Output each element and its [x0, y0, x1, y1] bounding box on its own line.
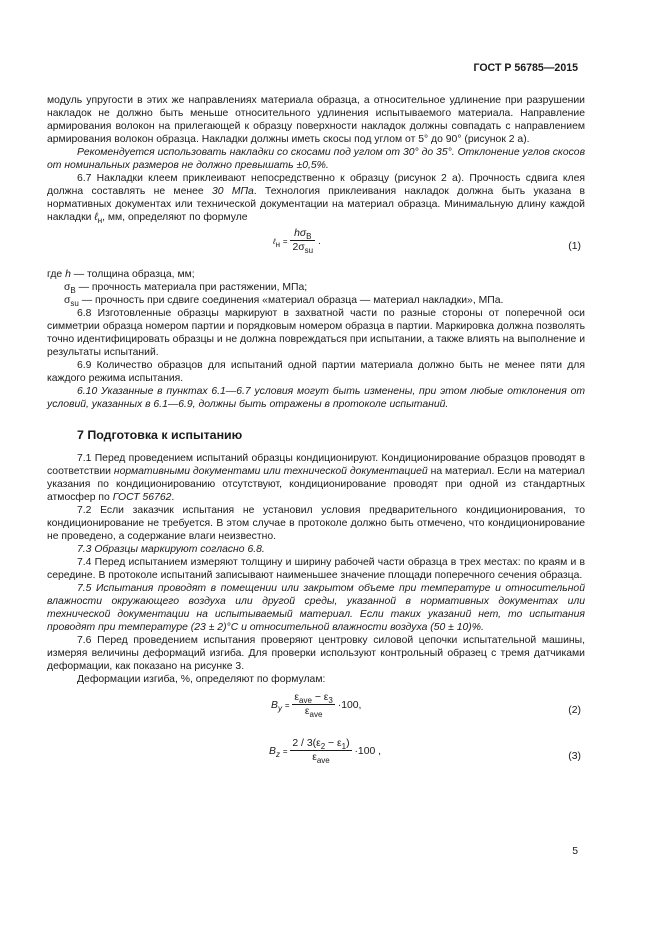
formula-3-equals: =: [282, 746, 288, 756]
text-run-italic: нормативными документами или технической документацией: [113, 466, 428, 477]
formula-3-num-sub1: 2: [320, 742, 326, 751]
formula-1-lhs-symbol: ℓ: [273, 236, 276, 246]
formula-2-num-mid: − ε: [311, 692, 329, 703]
formula-2-equals: =: [284, 700, 290, 710]
formula-3-num-text: 2 / 3(ε: [292, 738, 321, 749]
formula-3-lhs-symbol: B: [269, 745, 276, 757]
formula-3-number: (3): [568, 751, 581, 762]
formula-2-num-text: ε: [294, 692, 300, 703]
formula-1-lhs-sub: н: [275, 239, 281, 249]
text-run: где: [47, 269, 66, 280]
formula-2-lhs-symbol: B: [271, 699, 278, 711]
paragraph-7-6: 7.6 Перед проведением испытания проверяют центровку силовой цепочки испытательной машины, измеряя величины деформаций изгиба. Для проверки используют контрольный образец с тремя датчиками деформации, как показано на рисунке 3.: [47, 635, 585, 672]
subscript: н: [97, 216, 103, 225]
formula-2-numerator: [292, 692, 334, 705]
formula-1-num-sub: В: [306, 232, 312, 241]
paragraph-7-1: [47, 452, 585, 504]
formula-1-body: [273, 228, 321, 254]
text-run: — толщина образца, мм;: [70, 269, 195, 280]
text-run: 6.7 Накладки клеем приклеивают непосредственно к образцу (рисунок 2 а). Прочность сдвига клея должна составлять не менее: [47, 173, 585, 197]
formula-3-lhs: [269, 745, 280, 758]
formula-3-denominator: [290, 751, 351, 764]
paragraph-7-5: 7.5 Испытания проводят в помещении или закрытом объеме при температуре и относительной влажности окружающего воздуха или другой среды, указанной в нормативных документах или технической документации на испытываемый материал. Если таких указаний нет, то испытания проводят при температуре (23 ± 2)°C и относительной влажности воздуха (50 ± 10)%.: [47, 583, 585, 633]
formula-1-denominator: [290, 241, 315, 254]
paragraph-recommendation: Рекомендуется использовать накладки со скосами под углом от 30° до 35°. Отклонение углов скосов от номинальных размеров не должно превышать ±0,5%.: [47, 147, 585, 171]
formula-2-lhs-sub: y: [277, 703, 282, 713]
formula-2: [47, 692, 585, 732]
formula-2-num-sub1: ave: [299, 696, 312, 705]
text-run: . Технология приклеивания накладок должна быть указана в нормативных документах или технической документации на материал образца. Минимальную длину каждой накладки: [47, 186, 585, 223]
document-header: ГОСТ Р 56785—2015: [473, 62, 578, 74]
paragraph-7-4: 7.4 Перед испытанием измеряют толщину и ширину рабочей части образца в трех местах: по краям и в середине. В протоколе испытаний записывают наименьшее значение площади поперечного сечения образца.: [47, 557, 585, 581]
formula-3-tail: ·100 ,: [354, 745, 382, 757]
text-run: , мм, определяют по формуле: [102, 212, 248, 223]
formula-1-den-sub: su: [304, 246, 314, 255]
paragraph-7-2: 7.2 Если заказчик испытания не установил условия предварительного кондиционирования, то кондиционирование не требуется. В этом случае в протоколе должно быть отмечено, что кондиционирование не проведено, а содержание влаги неизвестно.: [47, 505, 585, 542]
text-run-italic: 30 МПа: [211, 186, 254, 197]
definition-sigma-b: [47, 281, 585, 294]
definitions-list: [47, 268, 585, 307]
definition-sigma-su: [47, 294, 585, 307]
formula-2-den-sub: ave: [309, 710, 323, 719]
formula-3-den-text: ε: [312, 752, 317, 763]
formula-2-denominator: [292, 705, 334, 718]
formula-1-den-text: 2σ: [292, 242, 305, 253]
formula-3-body: [269, 738, 381, 764]
paragraph-6-10: 6.10 Указанные в пунктах 6.1—6.7 условия могут быть изменены, при этом любые отклонения от условий, указанных в 6.1—6.9, должны быть отражены в протоколе испытаний.: [47, 386, 585, 410]
formula-2-num-sub2: 3: [328, 696, 333, 705]
text-run: 7.1 Перед проведением испытаний образцы кондиционируют. Кондиционирование образцов проводят в соответствии: [47, 453, 585, 477]
formula-1-tail: .: [318, 235, 321, 247]
formula-2-den-text: ε: [304, 706, 310, 717]
paragraph-7-formulas-intro: Деформации изгиба, %, определяют по формулам:: [77, 674, 326, 685]
text-run: на материал. Если на материал указания по кондиционированию отсутствуют, кондиционирование проводят при одной из стандартных атмосфер по: [47, 466, 585, 503]
subscript: su: [70, 299, 79, 308]
definition-h: [47, 268, 585, 281]
paragraph-6-8: 6.8 Изготовленные образцы маркируют в захватной части по разные стороны от поперечной оси симметрии образца номером партии и порядковым номером образца в партии. Маркировка должна позволять точно идентифицировать образцы и не должна повреждаться при испытании, а также влиять на выполнение и результаты испытаний.: [47, 308, 585, 358]
formula-2-lhs: [271, 699, 282, 712]
section-7-title: 7 Подготовка к испытанию: [77, 428, 243, 442]
formula-2-number: (2): [568, 705, 581, 716]
formula-2-body: [271, 692, 361, 718]
symbol-sigma: σ: [64, 282, 71, 293]
formula-1-numerator: [290, 228, 315, 241]
formula-1-equals: =: [282, 236, 288, 246]
formula-3-numerator: [290, 738, 351, 751]
formula-1-fraction: [290, 228, 315, 254]
paragraph-6-7: [47, 172, 585, 224]
paragraph-7-3: 7.3 Образцы маркируют согласно 6.8.: [77, 544, 265, 555]
symbol-h: h: [65, 269, 71, 280]
formula-3-fraction: [290, 738, 351, 764]
formula-1-lhs: [273, 235, 280, 248]
formula-3-den-sub: ave: [316, 756, 330, 765]
formula-3-num-sub2: 1: [341, 742, 347, 751]
formula-3-num-mid: − ε: [325, 738, 342, 749]
formula-1: [47, 228, 585, 266]
page-content: [47, 94, 585, 778]
subscript: В: [70, 286, 76, 295]
symbol-l: ℓ: [94, 212, 98, 223]
formula-3: [47, 738, 585, 778]
paragraph-modulus: модуль упругости в этих же направлениях материала образца, а относительное удлинение при разрушении накладок не должно быть меньше относительного удлинения испытываемого материала. Направление армирования волокон на прилегающей к образцу поверхности накладок должны совпадать с направлением армирования волокон образца. Накладки должны иметь скосы под углом от 5° до 90° (рисунок 2 а).: [47, 95, 585, 145]
formula-2-fraction: [292, 692, 334, 718]
text-run: .: [171, 492, 175, 503]
text-run-italic: ГОСТ 56762: [112, 492, 172, 503]
symbol-sigma: σ: [64, 295, 71, 306]
formula-2-tail: ·100,: [337, 699, 362, 711]
paragraph-6-9: 6.9 Количество образцов для испытаний одной партии материала должно быть не менее пяти для каждого режима испытания.: [47, 360, 585, 384]
formula-1-number: (1): [568, 241, 581, 252]
formula-3-num-end: ): [346, 738, 350, 749]
text-run: — прочность материала при растяжении, МПа;: [75, 282, 308, 293]
page-number: 5: [572, 846, 578, 857]
formula-1-num-text: hσ: [294, 228, 307, 239]
formula-3-lhs-sub: z: [275, 749, 280, 759]
text-run: — прочность при сдвиге соединения «материал образца — материал накладки», МПа.: [78, 295, 504, 306]
